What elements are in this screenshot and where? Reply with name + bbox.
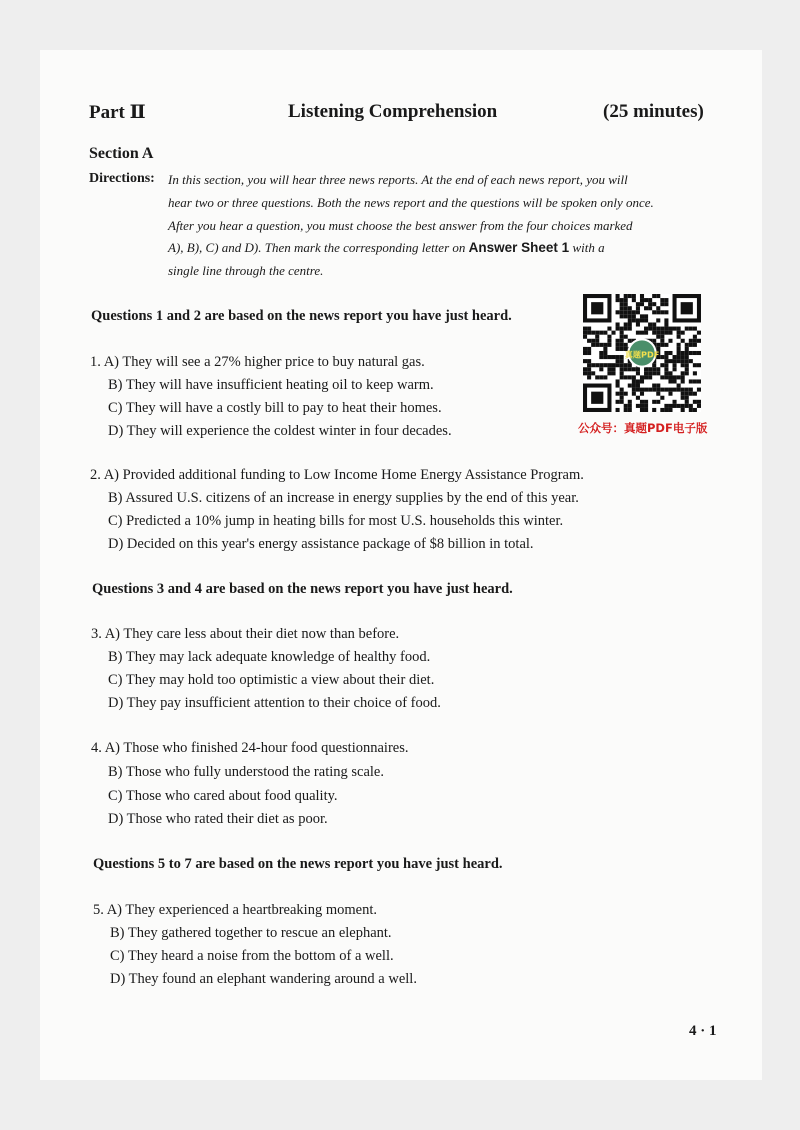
directions-line [168, 240, 605, 256]
directions-line: After you hear a question, you must choose the best answer from the four choices marked [168, 218, 633, 233]
question-5-option-a: 5. A) They experienced a heartbreaking moment. [93, 902, 377, 918]
question-3-option-b: B) They may lack adequate knowledge of healthy food. [108, 649, 431, 665]
directions-line: In this section, you will hear three news reports. At the end of each news report, you will [168, 172, 628, 187]
question-1-option-a: 1. A) They will see a 27% higher price to buy natural gas. [90, 354, 425, 370]
question-2-option-a: 2. A) Provided additional funding to Low Income Home Energy Assistance Program. [90, 467, 584, 483]
page-number: 4 · 1 [689, 1023, 717, 1039]
question-1-option-d: D) They will experience the coldest winter in four decades. [108, 423, 452, 439]
question-group-heading: Questions 3 and 4 are based on the news report you have just heard. [92, 581, 513, 597]
question-3-option-c: C) They may hold too optimistic a view about their diet. [108, 672, 435, 688]
question-4-option-d: D) Those who rated their diet as poor. [108, 811, 328, 827]
question-1-option-b: B) They will have insufficient heating oil to keep warm. [108, 377, 434, 393]
directions-text: with a [572, 240, 605, 255]
question-group-heading: Questions 1 and 2 are based on the news report you have just heard. [91, 308, 512, 324]
question-2-option-c: C) Predicted a 10% jump in heating bills for most U.S. households this winter. [108, 513, 564, 529]
part-label: Part Ⅱ [89, 102, 146, 123]
question-5-option-c: C) They heard a noise from the bottom of a well. [110, 948, 394, 964]
question-4-option-a: 4. A) Those who finished 24-hour food questionnaires. [91, 740, 409, 756]
question-5-option-b: B) They gathered together to rescue an elephant. [110, 925, 392, 941]
qr-badge-text: 真题PDF [624, 349, 660, 360]
question-5-option-d: D) They found an elephant wandering around a well. [110, 971, 417, 987]
directions-line: hear two or three questions. Both the news report and the questions will be spoken only once. [168, 195, 654, 210]
question-3-option-d: D) They pay insufficient attention to their choice of food. [108, 695, 441, 711]
question-2-option-b: B) Assured U.S. citizens of an increase in energy supplies by the end of this year. [108, 490, 579, 506]
page-title: Listening Comprehension [288, 101, 498, 122]
question-3-option-a: 3. A) They care less about their diet now than before. [91, 626, 400, 642]
directions-line: single line through the centre. [168, 263, 324, 278]
question-1-option-c: C) They will have a costly bill to pay to heat their homes. [108, 400, 442, 416]
question-2-option-d: D) Decided on this year's energy assistance package of $8 billion in total. [108, 536, 534, 552]
directions-label: Directions: [89, 171, 155, 186]
qr-code-image [583, 294, 701, 412]
directions-text: A), B), C) and D). Then mark the corresponding letter on [168, 240, 469, 255]
qr-caption: 公众号：真题PDF电子版 [578, 421, 708, 435]
section-title: Section A [89, 145, 154, 162]
question-group-heading: Questions 5 to 7 are based on the news report you have just heard. [93, 856, 503, 872]
time-limit: (25 minutes) [603, 101, 704, 122]
answer-sheet-label: Answer Sheet 1 [468, 240, 570, 255]
question-4-option-b: B) Those who fully understood the rating scale. [108, 764, 384, 780]
question-4-option-c: C) Those who cared about food quality. [108, 788, 338, 804]
